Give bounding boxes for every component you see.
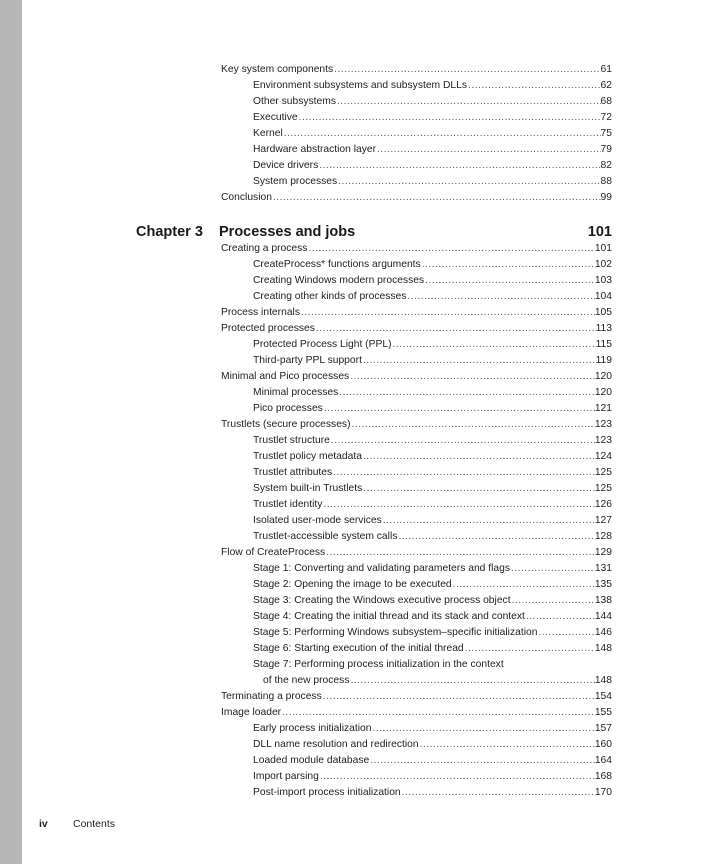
toc-entry-page: 72: [600, 112, 612, 123]
dot-leader: [322, 689, 595, 705]
toc-entry-title: Isolated user-mode services: [253, 515, 382, 526]
chapter-label: Chapter 3: [136, 224, 203, 240]
toc-entry-page: 170: [594, 787, 612, 798]
toc-entry-title: Stage 5: Performing Windows subsystem–specific initialization: [253, 627, 538, 638]
toc-entry[interactable]: [221, 529, 612, 545]
toc-entry-page: 154: [594, 691, 612, 702]
chapter-title: Processes and jobs: [219, 224, 356, 240]
toc-entry-page: 68: [600, 96, 612, 107]
toc-entry[interactable]: [221, 513, 612, 529]
toc-entry-page: 115: [595, 339, 612, 350]
toc-entry[interactable]: [221, 353, 612, 369]
toc-entry[interactable]: [221, 593, 612, 609]
toc-entry-title: Protected processes: [221, 323, 315, 334]
toc-entry[interactable]: [221, 401, 612, 417]
toc-entry-page: 102: [594, 259, 612, 270]
toc-entry-title: Pico processes: [253, 403, 323, 414]
dot-leader: [401, 785, 595, 801]
toc-entry-title: Stage 1: Converting and validating parameters and flags: [253, 563, 511, 574]
toc-entry[interactable]: [221, 625, 612, 641]
dot-leader: [351, 417, 595, 433]
toc-entry-page: 105: [594, 307, 612, 318]
toc-entry-title: Post-import process initialization: [253, 787, 401, 798]
dot-leader: [467, 78, 600, 94]
toc-entry[interactable]: [221, 785, 612, 801]
chapter-heading: [136, 221, 612, 243]
toc-entry-page: 135: [594, 579, 612, 590]
toc-entry[interactable]: [221, 78, 612, 94]
toc-entry-page: 61: [600, 64, 612, 75]
dot-leader: [419, 737, 595, 753]
toc-entry-title: Stage 7: Performing process initialization in the context: [253, 659, 504, 670]
dot-leader: [323, 401, 595, 417]
dot-leader: [338, 385, 595, 401]
dot-leader: [525, 609, 595, 625]
dot-leader: [371, 721, 594, 737]
toc-entry-page: 119: [595, 355, 612, 366]
dot-leader: [349, 673, 594, 689]
page-edge-bar: [0, 0, 22, 864]
toc-entry-page: 99: [600, 192, 612, 203]
toc-entry-page: 160: [594, 739, 612, 750]
toc-entry-title: Creating a process: [221, 243, 308, 254]
toc-entry-page: 125: [594, 467, 612, 478]
toc-entry-page: 121: [594, 403, 612, 414]
toc-entry[interactable]: [221, 433, 612, 449]
toc-entry[interactable]: [221, 305, 612, 321]
toc-entry[interactable]: [221, 158, 612, 174]
toc-entry-title: Early process initialization: [253, 723, 372, 734]
toc-entry-page: 138: [594, 595, 612, 606]
toc-entry[interactable]: [221, 721, 612, 737]
dot-leader: [376, 142, 600, 158]
toc-entry[interactable]: [221, 321, 612, 337]
toc-entry-title: Process internals: [221, 307, 300, 318]
dot-leader: [362, 449, 595, 465]
toc-entry-page: 120: [594, 371, 612, 382]
toc-entry[interactable]: [221, 641, 612, 657]
toc-entry-page: 120: [594, 387, 612, 398]
toc-entry[interactable]: [221, 689, 612, 705]
toc-entry[interactable]: [221, 417, 612, 433]
toc-entry-page: 123: [594, 419, 612, 430]
dot-leader: [424, 273, 595, 289]
toc-entry-title: Stage 3: Creating the Windows executive process object: [253, 595, 511, 606]
toc-entry[interactable]: [221, 737, 612, 753]
toc-entry-title: Trustlet-accessible system calls: [253, 531, 398, 542]
toc-entry-title: Stage 2: Opening the image to be executed: [253, 579, 452, 590]
toc-entry[interactable]: [221, 337, 612, 353]
toc-entry[interactable]: [221, 126, 612, 142]
toc-entry-page: 101: [594, 243, 612, 254]
toc-entry-title: Creating Windows modern processes: [253, 275, 425, 286]
toc-entry[interactable]: [221, 481, 612, 497]
dot-leader: [382, 513, 595, 529]
toc-entry-title: Stage 6: Starting execution of the initial thread: [253, 643, 464, 654]
toc-entry-title: Terminating a process: [221, 691, 322, 702]
toc-entry-title: Flow of CreateProcess: [221, 547, 326, 558]
toc-continued-list: [221, 62, 612, 206]
dot-leader: [272, 190, 601, 206]
dot-leader: [369, 753, 595, 769]
toc-entry[interactable]: [221, 174, 612, 190]
dot-leader: [307, 241, 594, 257]
toc-entry-page: 125: [594, 483, 612, 494]
toc-entry-page: 164: [594, 755, 612, 766]
toc-entry-page: 75: [600, 128, 612, 139]
toc-entry-title: Import parsing: [253, 771, 319, 782]
toc-entry-page: 148: [594, 675, 612, 686]
dot-leader: [421, 257, 595, 273]
dot-leader: [392, 337, 596, 353]
toc-entry-title: Minimal processes: [253, 387, 339, 398]
toc-entry-title: Loaded module database: [253, 755, 370, 766]
toc-entry-title: Kernel: [253, 128, 283, 139]
toc-entry-page: 148: [594, 643, 612, 654]
toc-entry-title: Stage 4: Creating the initial thread and its stack and context: [253, 611, 525, 622]
toc-entry-title: Device drivers: [253, 160, 319, 171]
toc-entry-title: System built-in Trustlets: [253, 483, 363, 494]
dot-leader: [349, 369, 595, 385]
toc-entry-title: CreateProcess* functions arguments: [253, 259, 421, 270]
toc-entry-page: 168: [594, 771, 612, 782]
dot-leader: [336, 94, 601, 110]
page-footer: [39, 817, 116, 831]
toc-entry-page: 88: [600, 176, 612, 187]
toc-entry-page: 155: [594, 707, 612, 718]
toc-entry-title: Trustlet identity: [253, 499, 323, 510]
toc-entry-title: Trustlets (secure processes): [221, 419, 351, 430]
toc-entry[interactable]: [221, 753, 612, 769]
toc-entry-title: Conclusion: [221, 192, 272, 203]
dot-leader: [315, 321, 596, 337]
toc-entry[interactable]: [221, 94, 612, 110]
dot-leader: [511, 593, 595, 609]
toc-entry[interactable]: [221, 657, 612, 689]
dot-leader: [332, 465, 595, 481]
toc-entry[interactable]: [221, 369, 612, 385]
toc-entry[interactable]: [221, 190, 612, 206]
toc-entry-page: 123: [594, 435, 612, 446]
dot-leader: [537, 625, 594, 641]
toc-entry[interactable]: [221, 465, 612, 481]
toc-entry-page: 131: [594, 563, 612, 574]
toc-entry[interactable]: [221, 241, 612, 257]
toc-entry-page: 129: [594, 547, 612, 558]
dot-leader: [330, 433, 595, 449]
toc-entry[interactable]: [221, 62, 612, 78]
dot-leader: [510, 561, 595, 577]
toc-entry-title: Executive: [253, 112, 298, 123]
toc-entry[interactable]: [221, 449, 612, 465]
toc-entry[interactable]: [221, 561, 612, 577]
dot-leader: [362, 481, 595, 497]
toc-entry-page: 103: [594, 275, 612, 286]
toc-entry-page: 82: [600, 160, 612, 171]
toc-entry-title: Third-party PPL support: [253, 355, 362, 366]
toc-entry[interactable]: [221, 142, 612, 158]
toc-entry-page: 62: [600, 80, 612, 91]
toc-entry-page: 128: [594, 531, 612, 542]
dot-leader: [452, 577, 595, 593]
toc-entry-page: 124: [594, 451, 612, 462]
toc-entry-title-continued: of the new process: [263, 675, 350, 686]
toc-entry-title: System processes: [253, 176, 338, 187]
toc-entry-page: 127: [594, 515, 612, 526]
dot-leader: [322, 497, 594, 513]
dot-leader: [337, 174, 600, 190]
toc-entry[interactable]: [221, 273, 612, 289]
toc-entry[interactable]: [221, 577, 612, 593]
toc-entry-page: 144: [594, 611, 612, 622]
dot-leader: [464, 641, 595, 657]
toc-entry[interactable]: [221, 497, 612, 513]
dot-leader: [283, 126, 601, 142]
footer-title: Contents: [73, 818, 116, 830]
toc-entry-page: 104: [594, 291, 612, 302]
toc-entry[interactable]: [221, 705, 612, 721]
dot-leader: [300, 305, 595, 321]
toc-entry[interactable]: [221, 769, 612, 785]
dot-leader: [362, 353, 596, 369]
dot-leader: [281, 705, 595, 721]
dot-leader: [325, 545, 595, 561]
toc-entry-page: 157: [594, 723, 612, 734]
toc-entry-page: 146: [594, 627, 612, 638]
toc-entry-page: 79: [600, 144, 612, 155]
dot-leader: [333, 62, 600, 78]
toc-entry-title: Image loader: [221, 707, 282, 718]
toc-entry[interactable]: [221, 385, 612, 401]
toc-entry[interactable]: [221, 110, 612, 126]
toc-entry-title: Creating other kinds of processes: [253, 291, 407, 302]
toc-entry-title: Environment subsystems and subsystem DLLs: [253, 80, 468, 91]
toc-entry-title: Trustlet structure: [253, 435, 330, 446]
dot-leader: [298, 110, 601, 126]
toc-entry[interactable]: [221, 545, 612, 561]
dot-leader: [397, 529, 594, 545]
dot-leader: [406, 289, 594, 305]
toc-entry-title: Hardware abstraction layer: [253, 144, 377, 155]
toc-entry-page: 113: [595, 323, 612, 334]
toc-entry[interactable]: [221, 289, 612, 305]
toc-entry-title: DLL name resolution and redirection: [253, 739, 419, 750]
chapter-page-number: 101: [587, 224, 612, 240]
toc-entry-page: 126: [594, 499, 612, 510]
toc-entry-title: Trustlet policy metadata: [253, 451, 362, 462]
toc-entry[interactable]: [221, 257, 612, 273]
toc-entry-title: Trustlet attributes: [253, 467, 333, 478]
dot-leader: [319, 769, 595, 785]
toc-chapter-list: [221, 241, 612, 801]
toc-entry-title: Protected Process Light (PPL): [253, 339, 392, 350]
toc-entry[interactable]: [221, 609, 612, 625]
footer-folio: iv: [39, 818, 48, 830]
toc-entry-title: Minimal and Pico processes: [221, 371, 350, 382]
toc-entry-title: Key system components: [221, 64, 334, 75]
toc-entry-title: Other subsystems: [253, 96, 336, 107]
dot-leader: [318, 158, 600, 174]
